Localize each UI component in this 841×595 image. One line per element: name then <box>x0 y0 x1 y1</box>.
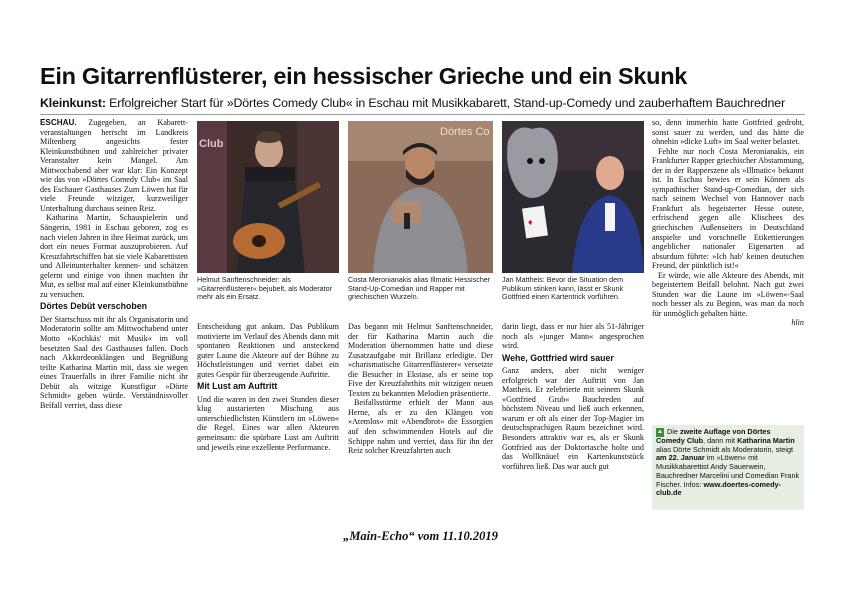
col1-paragraph-3: Der Startschuss mit ihr als Organisatorin und Moderatorin sollte am Mittwochabend unter Motto »Kochkäs' mit Musik« im voll besetzten Saal des Gasthauses fallen. Doch nach Akkordeonklängen und Begrüßung teilte Katharina Martin mit, dass sie wegen eines Trauerfalls in ihrer Familie nicht ihr Debüt als witzige Kunstfigur »Dörte Schmidt« geben würde. Verständnisvoller Beifall verriet, dass diese <box>40 314 188 410</box>
source-line: „Main-Echo“ vom 11.10.2019 <box>343 529 498 543</box>
author-initials: hlin <box>791 318 804 328</box>
col5-paragraph-2: Fehlte nur noch Costa Meronianakis, ein Frankfurter Rapper griechischer Abstammung, der in der Rapperszene als »Illmatic« bekannt ist. In Eschau bewies er sein Können als sympathischer Stand-up-Comedian, der sich nach seinem Wechsel von Hannover nach Frankfurt als begeisterter Hesse outete, erfrischend gegen alle Klischees des griechischen Außenseiters in Deutschland anspielte und vorschnelle Etikettierungen angeblicher nationaler Eigenarten ad absurdum führte: »Ich hab' keinen deutschen Freund, der pünktlich ist!« <box>652 146 804 271</box>
col4-subheading: Wehe, Gottfried wird sauer <box>502 352 614 363</box>
subheadline-text: Erfolgreicher Start für »Dörtes Comedy Club« in Eschau mit Musikkabarett, Stand-up-Comedy und zauberhaftem Bauchredner <box>109 96 785 110</box>
col1-paragraph-1: Zugegeben, an Kabarett-veranstaltungen herrscht im Landkreis Miltenberg angesichts fester Kleinkunstbühnen und zahlreicher privater Veranstalter kein Mangel. Am Mittwochabend aber war klar: Ein Konzept wie das von »Dörtes Comedy Club« im Saal des Eschauer Gasthauses Zum Löwen hat für viele Freunde witziger, kurzweiliger Unterhaltung durchaus seinen Reiz. <box>40 118 188 213</box>
col5-paragraph-1: so, denn immerhin hatte Gottfried gedroht, sonst sauer zu werden, und das hätte die ohnehin »dicke Luft« im Saal weiter belastet. <box>652 118 804 147</box>
article-subheadline <box>40 96 810 110</box>
col4-paragraph-2: Ganz anders, aber nicht weniger erfolgreich war der Auftritt von Jan Mattheis. Er zelebrierte mit seinem Skunk »Gottfried Grub« Bauchreden auf höchstem Niveau und ließ auch erkennen, warum er oft als einer der Top-Magier im deutschsprachigen Raum bezeichnet wird. Besonders attraktiv war es, als er Skunk Gottfried aus der Doktortasche holte und das Wollknäuel ein Kartenkunststück vorführen ließ. Das war auch gut <box>502 366 644 471</box>
text-column-1 <box>40 118 188 508</box>
photo2-caption: Costa Meronianakis alias Illmatic Hessischer Stand-Up-Comedian und Rapper mit griechischen Wurzeln. <box>348 275 491 302</box>
photo1-sign-text: Club <box>199 138 224 150</box>
col2-subheading: Mit Lust am Auftritt <box>197 381 278 392</box>
photo1-caption: Helmut Sanftenschneider: als »Gitarrenflüsterer« bejubelt, als Moderator mehr als ein Ersatz. <box>197 275 333 302</box>
kicker: Kleinkunst: <box>40 96 106 110</box>
col3-paragraph-1: Das begann mit Helmut Sanftenschneider, der für Katharina Martin auch die Moderation übernommen hatte und diese Zusatzaufgabe mit Brillanz erledigte. Der »charismatische Gitarrenflüsterer« versetzte die Besucher in Ekstase, als er seine top Five der Kreuzfahrthits mit witzigen neuen Texten zu bekannten Melodien präsentierte. <box>348 322 493 398</box>
text-column-3 <box>348 322 493 512</box>
col1-paragraph-2: Katharina Martin, Schauspielerin und Sängerin, 1981 in Eschau geboren, zog es nach vielen Jahren in ihre Heimat zurück, um dort ein neues Format auszuprobieren. Auf Kreuzfahrtschiffen hat sie viele Kabarettisten und Alleinunterhalter kennen- und schätzen gelernt und einige von ihnen machten ihr Mut, es selbst mal auf einer Kleinkunstbühne zu versuchen. <box>40 213 188 299</box>
col2-paragraph-1: Entscheidung gut ankam. Das Publikum motivierte im Verlauf des Abends dann mit spontanen Reaktionen und ansteckend guter Laune die Akteure auf der Bühne zu Höchstleistungen und verriet dabei ein gutes Gespür für überzeugende Auftritte. <box>197 322 339 379</box>
col5-paragraph-3: Er würde, wie alle Akteure des Abends, mit begeistertem Beifall belohnt. Nach gut zwei Stunden war die Laune im »Löwen«-Saal noch besser als zu Beginn, was man da noch für unmöglich gehalten hätte. <box>652 270 804 318</box>
col4-paragraph-1: darin liegt, dass er nur hier als 51-Jähriger noch als »junger Mann« angesprochen wird. <box>502 322 644 351</box>
header-rule <box>40 114 805 115</box>
photo-rapper <box>348 121 493 273</box>
photo2-sign-text: Dörtes Co <box>440 126 490 138</box>
text-column-5 <box>652 118 804 418</box>
text-column-4 <box>502 322 644 512</box>
col2-paragraph-2: Und die waren in den zwei Stunden dieser klug austarierten Mischung aus unterschiedlichsten Künstlern im »Löwen« die Regel. Eines war allen Akteuren gemeinsam: die spürbare Lust am Auftritt und jeweils eine exzellente Performance. <box>197 394 339 452</box>
photo-guitarist <box>197 121 339 273</box>
col1-subheading: Dörtes Debüt verschoben <box>40 301 148 312</box>
photo-ventriloquist <box>502 121 644 273</box>
dateline: ESCHAU. <box>40 118 77 127</box>
text-column-2 <box>197 322 339 512</box>
svg-text:♦: ♦ <box>528 217 533 227</box>
info-arrow-icon: ▲ <box>657 429 663 435</box>
col3-paragraph-2: Beifallsstürme erhielt der Mann aus Herne, als er zu den Klängen von »Atemlos« mit »Abendbrot« die Essorgien auf den schwimmenden Hotels auf die Schippe nahm und verriet, dass für ihn der Reiz solcher Kreuzfahrten auch <box>348 398 493 456</box>
website-link-text: www.doertes-comedy-club.de <box>656 479 782 498</box>
photo3-caption: Jan Mattheis: Bevor die Situation dem Publikum stinken kann, lässt er Skunk Gottfried einen Kartentrick vorführen. <box>502 275 624 302</box>
article-headline: Ein Gitarrenflüsterer, ein hessischer Grieche und ein Skunk <box>40 63 688 89</box>
event-info-box: ▲ Die zweite Auflage von Dörtes Comedy Club, dann mit Katharina Martin alias Dörte Schmidt als Moderatorin, steigt am 22. Januar im »Löwen« mit Musikkabarettist Andy Sauerwein, Bauchredner Marcelini und Comedian Frank Fischer. Infos: www.doertes-comedy-club.de <box>652 425 804 510</box>
